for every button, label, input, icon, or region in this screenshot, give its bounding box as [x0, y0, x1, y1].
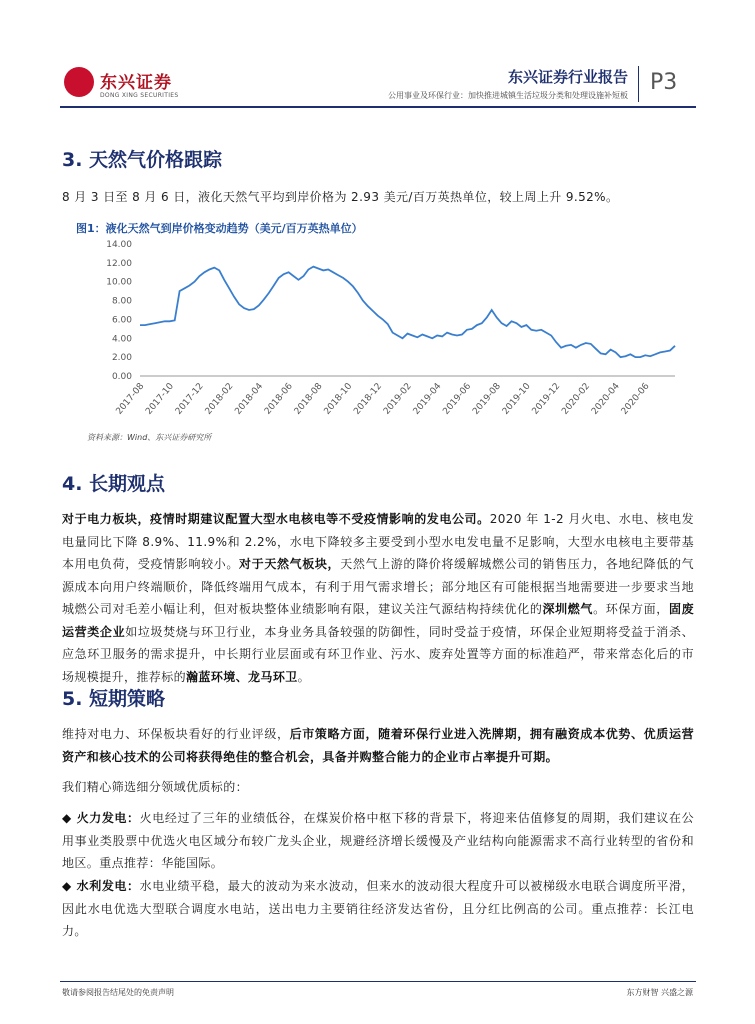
company-logo-mark: [64, 67, 94, 97]
bold-text: 对于天然气板块，: [239, 557, 341, 571]
footer-slogan: 东方财智 兴盛之源: [626, 988, 693, 997]
y-tick-label: 6.00: [111, 315, 132, 326]
page-number: P3: [650, 70, 678, 95]
lng-price-chart: [70, 238, 690, 428]
bold-text: ◆ 火力发电：: [62, 811, 140, 825]
section-3-heading: 3. 天然气价格跟踪: [62, 149, 223, 171]
x-tick-label: 2020-06: [619, 381, 652, 417]
section-4-paragraph: [62, 508, 694, 688]
x-tick-label: 2017-10: [144, 381, 177, 417]
x-tick-label: 2019-12: [530, 381, 563, 417]
y-tick-label: 2.00: [111, 353, 132, 364]
figure-caption: 图1：液化天然气到岸价格变动趋势（美元/百万英热单位）: [76, 222, 363, 235]
bold-text: 深圳燃气: [542, 602, 594, 616]
section-5-heading: 5. 短期策略: [62, 688, 166, 710]
section-5-paragraph-2: 我们精心筛选细分领域优质标的：: [62, 780, 249, 794]
body-text: 。环保方面，: [593, 602, 669, 616]
y-tick-label: 14.00: [106, 240, 132, 250]
body-text: 如垃圾焚烧与环卫行业，本身业务具备较强的防御性，同时受益于疫情，环保企业短期将受益于消杀、应急环卫服务的需求提升，中长期行业层面或有环卫作业、污水、废弃处置等方面的标准趋严，带来常态化后的市场规模提升，推荐标的: [62, 624, 694, 684]
bold-text: 固废运营类企业: [62, 602, 694, 639]
bold-text: 瀚蓝环境、龙马环卫: [186, 669, 298, 684]
x-tick-label: 2018-06: [263, 381, 295, 417]
y-tick-label: 10.00: [106, 277, 132, 288]
x-tick-label: 2019-10: [500, 381, 533, 417]
body-text: 水电业绩平稳，最大的波动为来水波动，但来水的波动很大程度升可以被梯级水电联合调度所平滑，因此水电优选大型联合调度水电站，送出电力主要销往经济发达省份，且分红比例高的公司。重点推荐：长江电力。: [62, 879, 694, 938]
x-tick-label: 2020-02: [560, 381, 593, 417]
thermal-power-paragraph: [62, 807, 694, 875]
section-3-text: 8 月 3 日至 8 月 6 日，液化天然气平均到岸价格为 2.93 美元/百万英热单位，较上周上升 9.52%。: [62, 190, 619, 204]
x-tick-label: 2019-04: [411, 381, 444, 417]
bold-text: 后市策略方面，随着环保行业进入洗牌期，拥有融资成本优势、优质运营资产和核心技术的公司将获得绝佳的整合机会，具备并购整合能力的企业市占率提升可期。: [62, 727, 694, 764]
body-text: 。: [297, 669, 311, 684]
header-rule: [60, 106, 696, 108]
figure-source: 资料来源：Wind、东兴证券研究所: [87, 433, 212, 442]
body-text: 2020 年 1-2 月火电、水电、核电发电量同比下降 8.9%、11.9%和 2.2%，水电下降较多主要受到小型水电发电量不足影响，大型水电核电主要带基本用电负荷，受疫情影响较小。: [62, 512, 694, 571]
x-tick-label: 2018-04: [233, 381, 266, 417]
x-tick-label: 2020-04: [590, 381, 622, 417]
series-line: [140, 267, 675, 358]
section-5-paragraph-1: [62, 723, 694, 768]
x-tick-label: 2019-02: [381, 381, 414, 417]
bold-text: 对于电力板块，疫情时期建议配置大型水电核电等不受疫情影响的发电公司。: [62, 512, 490, 526]
y-tick-label: 4.00: [111, 334, 132, 345]
x-tick-label: 2018-10: [322, 381, 355, 417]
x-tick-label: 2018-02: [203, 381, 236, 417]
x-tick-label: 2017-08: [114, 381, 147, 417]
body-text: 火电经过了三年的业绩低谷，在煤炭价格中枢下移的背景下，将迎来估值修复的周期，我们建议在公用事业类股票中优选火电区域分布较广龙头企业，规避经济增长缓慢及产业结构向能源需求不高行业转型的省份和地区。重点推荐：华能国际。: [62, 811, 694, 870]
y-tick-label: 12.00: [106, 258, 132, 269]
footer-disclaimer: 敬请参阅报告结尾处的免责声明: [62, 988, 174, 997]
x-tick-label: 2019-08: [471, 381, 503, 417]
x-tick-label: 2018-08: [292, 381, 325, 417]
section-4-heading: 4. 长期观点: [62, 473, 166, 495]
footer-rule: [60, 981, 696, 982]
header-divider: [638, 66, 639, 102]
bold-text: ◆ 水利发电：: [62, 879, 140, 893]
company-logo-english: DONG XING SECURITIES: [100, 92, 179, 99]
body-text: 天然气上游的降价将缓解城燃公司的销售压力，各地纪降低的气源成本向用户终端顺价，降低终端用气成本，有利于用气需求增长；部分地区有可能根据当地需要进一步要求当地城燃公司对毛差小幅让利，但对板块整体业绩影响有限，建议关注气源结构持续优化的: [62, 557, 695, 616]
y-tick-label: 8.00: [111, 296, 132, 307]
x-tick-label: 2019-06: [441, 381, 474, 417]
company-logo-text: 东兴证券: [100, 73, 172, 93]
x-tick-label: 2018-12: [352, 381, 385, 417]
report-subtitle: 公用事业及环保行业：加快推进城镇生活垃圾分类和处理设施补短板: [388, 91, 628, 100]
body-text: 维持对电力、环保板块看好的行业评级，: [62, 727, 290, 741]
report-title: 东兴证券行业报告: [507, 68, 628, 86]
hydro-power-paragraph: [62, 875, 694, 943]
x-tick-label: 2017-12: [173, 381, 206, 417]
y-tick-label: 0.00: [111, 372, 132, 382]
